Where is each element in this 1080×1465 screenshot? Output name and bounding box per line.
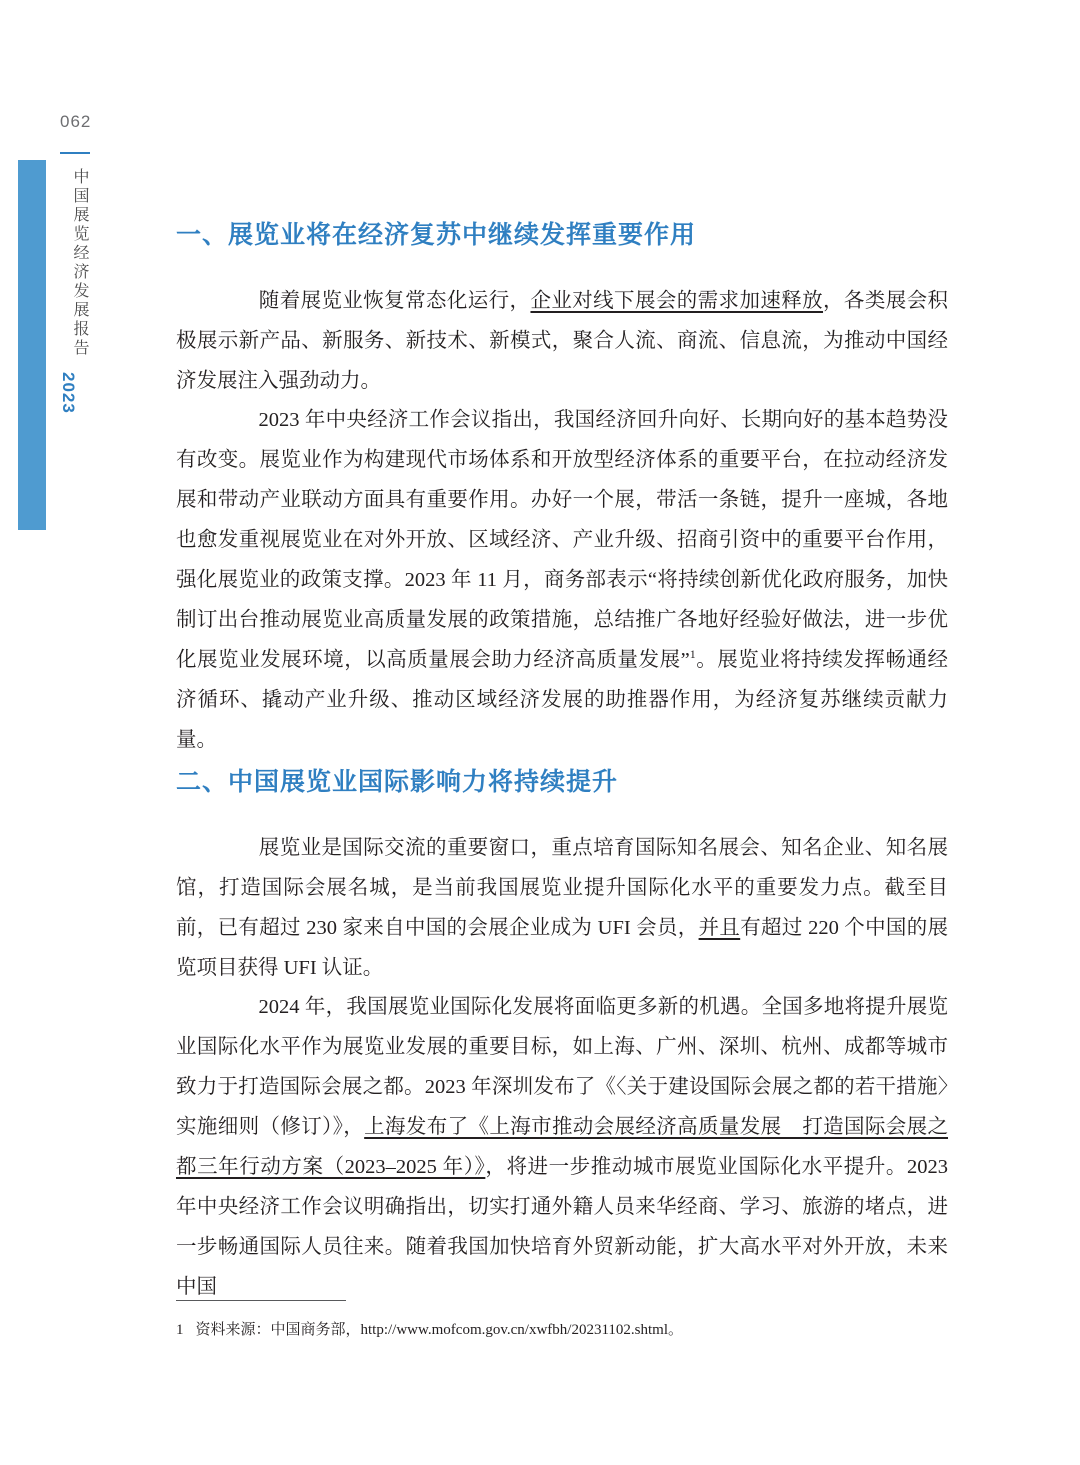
- section-heading-1: 一、展览业将在经济复苏中继续发挥重要作用: [176, 221, 697, 249]
- footnote: [176, 1317, 936, 1343]
- running-title: 中国展览经济发展报告: [71, 168, 88, 358]
- paragraph-1-1: 随着展览业恢复常态化运行，企业对线下展会的需求加速释放，各类展会积极展示新产品、新服务、新技术、新模式，聚合人流、商流、信息流，为推动中国经济发展注入强劲动力。: [176, 290, 949, 392]
- footnote-url[interactable]: http://www.mofcom.gov.cn/xwfbh/20231102.shtml: [360, 1322, 668, 1338]
- running-year: 2023: [59, 372, 78, 414]
- paragraph-1-2: 2023 年中央经济工作会议指出，我国经济回升向好、长期向好的基本趋势没有改变。展览业作为构建现代市场体系和开放型经济体系的重要平台，在拉动经济发展和带动产业联动方面具有重要作用。办好一个展，带活一条链，提升一座城，各地也愈发重视展览业在对外开放、区域经济、产业升级、招商引资中的重要平台作用，强化展览业的政策支撑。2023 年 11 月，商务部表示“将持续创新优化政府服务，加快制订出台推动展览业高质量发展的政策措施，总结推广各地好经验好做法，进一步优化展览业发展环境，以高质量展会助力经济高质量发展”$^1$。展览业将持续发挥畅通经济循环、撬动产业升级、推动区域经济发展的助推器作用，为经济复苏继续贡献力量。: [176, 409, 948, 751]
- page-number: 062: [60, 112, 92, 131]
- footnote-divider: [176, 1300, 346, 1301]
- footnote-suffix: 。: [668, 1322, 684, 1338]
- side-rail: [0, 0, 120, 1465]
- section-heading-2: 二、中国展览业国际影响力将持续提升: [176, 768, 619, 796]
- footnote-marker: 1: [689, 647, 696, 662]
- footnote-number: 1: [176, 1322, 184, 1338]
- rail-color-bar: [18, 160, 46, 530]
- rail-divider: [60, 152, 90, 154]
- paragraph-2-1: 展览业是国际交流的重要窗口，重点培育国际知名展会、知名企业、知名展馆，打造国际会展名城，是当前我国展览业提升国际化水平的重要发力点。截至目前，已有超过 230 家来自中国的会展企业成为 UFI 会员，并且有超过 220 个中国的展览项目获得 UFI 认证。: [176, 837, 949, 979]
- footnote-text: 资料来源：中国商务部，: [195, 1322, 361, 1338]
- paragraph-2-2: 2024 年，我国展览业国际化发展将面临更多新的机遇。全国多地将提升展览业国际化水平作为展览业发展的重要目标，如上海、广州、深圳、杭州、成都等城市致力于打造国际会展之都。2023 年深圳发布了《〈关于建设国际会展之都的若干措施〉实施细则（修订）》，上海发布了《上海市推动会展经济高质量发展 打造国际会展之都三年行动方案（2023–2025 年）》，将进一步推动城市展览业国际化水平提升。2023 年中央经济工作会议明确指出，切实打通外籍人员来华经商、学习、旅游的堵点，进一步畅通国际人员往来。随着我国加快培育外贸新动能，扩大高水平对外开放，未来中国: [176, 996, 949, 1298]
